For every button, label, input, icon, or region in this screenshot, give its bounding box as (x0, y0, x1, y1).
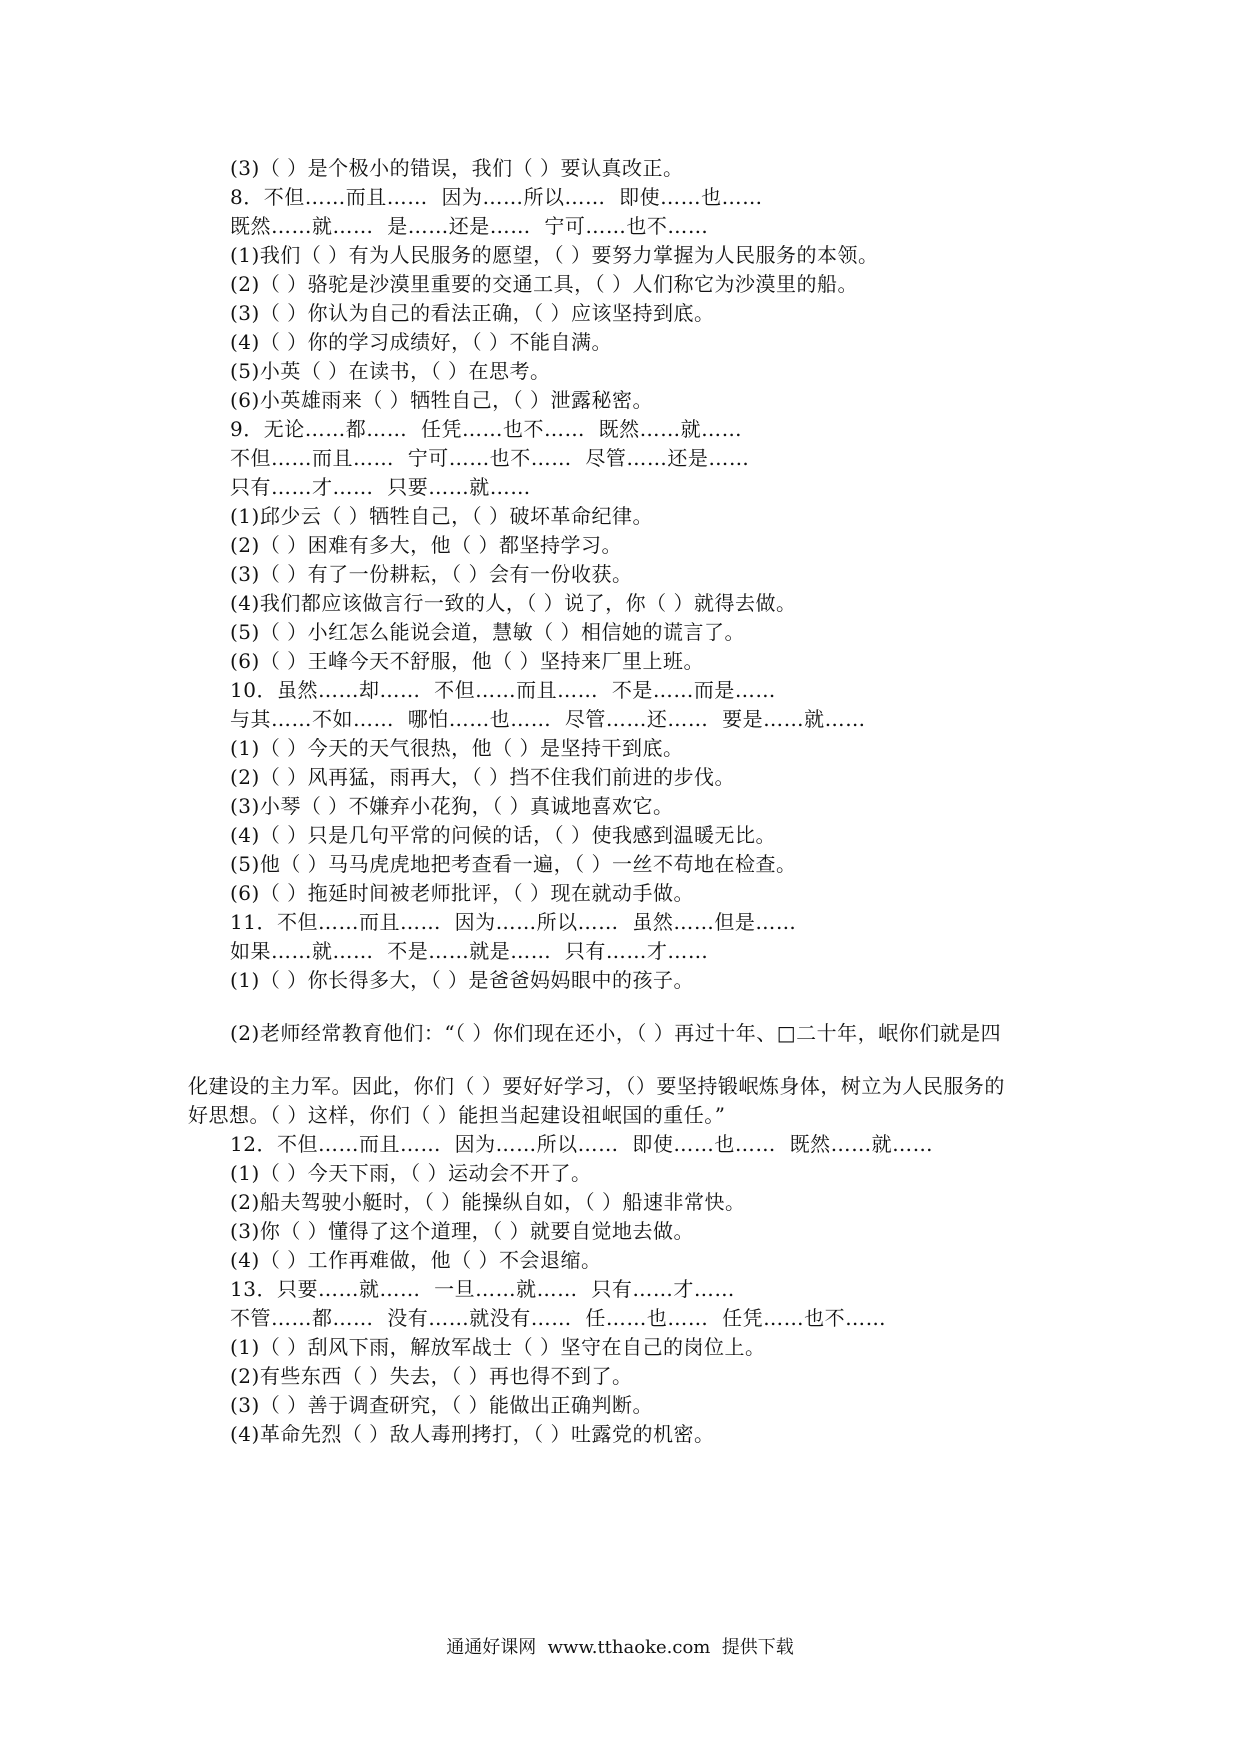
text-line: (2)（ ）风再猛，雨再大，（ ）挡不住我们前进的步伐。 (230, 765, 736, 789)
text-line: (4)我们都应该做言行一致的人，（ ）说了，你（ ）就得去做。 (230, 591, 797, 615)
text-line: (5)他（ ）马马虎虎地把考查看一遍，（ ）一丝不苟地在检查。 (230, 852, 797, 876)
text-line: (4)（ ）你的学习成绩好，（ ）不能自满。 (230, 330, 613, 354)
section-9-connectives: 不但……而且…… 宁可……也不…… 尽管……还是…… (230, 446, 750, 470)
text-line: (1)（ ）你长得多大，（ ）是爸爸妈妈眼中的孩子。 (230, 968, 695, 992)
section-8-connectives: 既然……就…… 是……还是…… 宁可……也不…… (230, 214, 709, 238)
section-13-header: 13．只要……就…… 一旦……就…… 只有……才…… (230, 1277, 735, 1301)
section-9-connectives: 只有……才…… 只要……就…… (230, 475, 531, 499)
text-line: (2)（ ）困难有多大，他（ ）都坚持学习。 (230, 533, 623, 557)
text-line: (3)（ ）是个极小的错误，我们（ ）要认真改正。 (230, 156, 684, 180)
text-line: (2)（ ）骆驼是沙漠里重要的交通工具，（ ）人们称它为沙漠里的船。 (230, 272, 859, 296)
page-footer: 通通好课网 www.tthaoke.com 提供下载 (446, 1637, 794, 1658)
text-line: (4)（ ）工作再难做，他（ ）不会退缩。 (230, 1248, 602, 1272)
text-line: (1)（ ）今天下雨，（ ）运动会不开了。 (230, 1161, 592, 1185)
text-line: (2)有些东西（ ）失去，（ ）再也得不到了。 (230, 1364, 633, 1388)
section-11-connectives: 如果……就…… 不是……就是…… 只有……才…… (230, 939, 709, 963)
text-line: (4)（ ）只是几句平常的问候的话，（ ）使我感到温暖无比。 (230, 823, 777, 847)
section-10-connectives: 与其……不如…… 哪怕……也…… 尽管……还…… 要是……就…… (230, 707, 866, 731)
paragraph-line: 好思想。（ ）这样，你们（ ）能担当起建设祖岷国的重任。” (188, 1103, 726, 1127)
text-line: (6)（ ）拖延时间被老师批评，（ ）现在就动手做。 (230, 881, 695, 905)
text-line: (3)（ ）善于调查研究，（ ）能做出正确判断。 (230, 1393, 654, 1417)
text-line: (1)（ ）刮风下雨，解放军战士（ ）坚守在自己的岗位上。 (230, 1335, 766, 1359)
section-9-header: 9．无论……都…… 任凭……也不…… 既然……就…… (230, 417, 743, 441)
text-line: (2)船夫驾驶小艇时，（ ）能操纵自如，（ ）船速非常快。 (230, 1190, 746, 1214)
section-8-header: 8．不但……而且…… 因为……所以…… 即使……也…… (230, 185, 763, 209)
paragraph-line: (2)老师经常教育他们：“（ ）你们现在还小，（ ）再过十年、□二十年，岷你们就是四 (230, 1021, 1002, 1045)
text-line: (3)（ ）你认为自己的看法正确，（ ）应该坚持到底。 (230, 301, 715, 325)
text-line: (5)（ ）小红怎么能说会道，慧敏（ ）相信她的谎言了。 (230, 620, 746, 644)
text-line: (4)革命先烈（ ）敌人毒刑拷打，（ ）吐露党的机密。 (230, 1422, 715, 1446)
section-13-connectives: 不管……都…… 没有……就没有…… 任……也…… 任凭……也不…… (230, 1306, 887, 1330)
text-line: (6)小英雄雨来（ ）牺牲自己，（ ）泄露秘密。 (230, 388, 654, 412)
text-line: (1)我们（ ）有为人民服务的愿望，（ ）要努力掌握为人民服务的本领。 (230, 243, 879, 267)
text-line: (3)小琴（ ）不嫌弃小花狗，（ ）真诚地喜欢它。 (230, 794, 674, 818)
text-line: (3)（ ）有了一份耕耘，（ ）会有一份收获。 (230, 562, 633, 586)
text-line: (3)你（ ）懂得了这个道理，（ ）就要自觉地去做。 (230, 1219, 695, 1243)
text-line: (5)小英（ ）在读书，（ ）在思考。 (230, 359, 551, 383)
text-line: (1)（ ）今天的天气很热，他（ ）是坚持干到底。 (230, 736, 684, 760)
section-11-header: 11．不但……而且…… 因为……所以…… 虽然……但是…… (230, 910, 797, 934)
text-line: (6)（ ）王峰今天不舒服，他（ ）坚持来厂里上班。 (230, 649, 705, 673)
section-10-header: 10．虽然……却…… 不但……而且…… 不是……而是…… (230, 678, 776, 702)
text-line: (1)邱少云（ ）牺牲自己，（ ）破坏革命纪律。 (230, 504, 654, 528)
paragraph-line: 化建设的主力军。因此，你们（ ）要好好学习，（）要坚持锻岷炼身体，树立为人民服务的 (188, 1074, 1005, 1098)
section-12-header: 12．不但……而且…… 因为……所以…… 即使……也…… 既然……就…… (230, 1132, 934, 1156)
